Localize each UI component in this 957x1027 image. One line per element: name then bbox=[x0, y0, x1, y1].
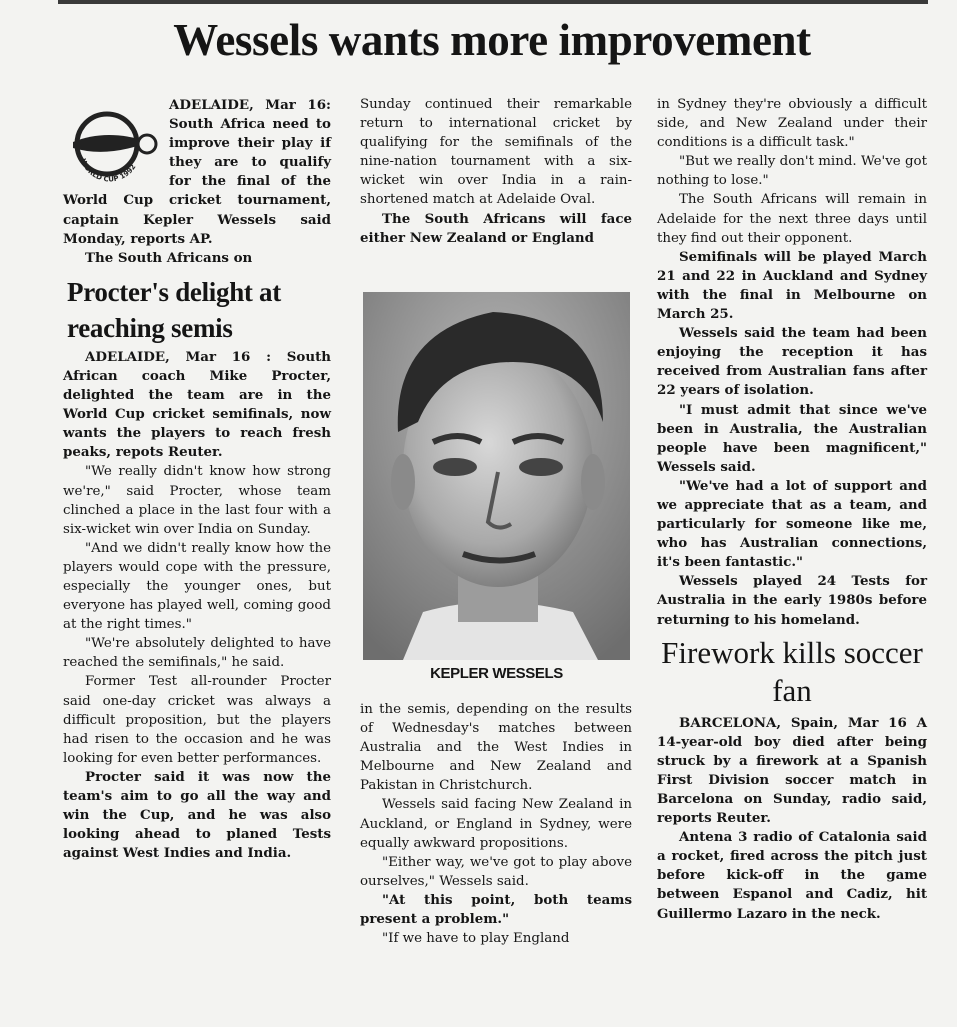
col3-p4: Semifinals will be played March 21 and 22 in Auckland and Sydney with the final in Melbourne on March 25. bbox=[657, 248, 927, 323]
portrait-image bbox=[363, 292, 630, 660]
col3-p6: "I must admit that since we've been in Australia, the Australian people have been magnificent," Wessels said. bbox=[657, 401, 927, 475]
col3-p2: "But we really don't mind. We've got nothing to lose." bbox=[657, 154, 927, 189]
firework-p2: Antena 3 radio of Catalonia said a rocket, fired across the pitch just before kick-off in the game between Espanol and Cadiz, hit Guillermo Lazaro in the neck. bbox=[657, 829, 927, 922]
world-cup-logo-icon bbox=[63, 98, 159, 190]
col2b-p3: "Either way, we've got to play above ourselves," Wessels said. bbox=[360, 854, 632, 889]
col2b-p2: Wessels said facing New Zealand in Auckland, or England in Sydney, were equally awkward propositions. bbox=[360, 797, 632, 851]
column-2-continued bbox=[360, 700, 632, 948]
col3-p5: Wessels said the team had been enjoying the reception it has received from Australian fans after 22 years of isolation. bbox=[657, 325, 927, 399]
column-2 bbox=[360, 95, 632, 248]
column-1 bbox=[63, 96, 331, 863]
col2b-p1: in the semis, depending on the results of Wednesday's matches between Australia and the West Indies in Melbourne and New Zealand and Pakistan in Christchurch. bbox=[360, 702, 632, 794]
col2-p2: The South Africans will face either New Zealand or England bbox=[360, 210, 632, 246]
col2b-p4: "At this point, both teams present a problem." bbox=[360, 891, 632, 928]
procter-p6: Procter said it was now the team's aim to go all the way and win the Cup, and he was also looking ahead to planed Tests against West Indies and India. bbox=[63, 768, 331, 862]
col1-p2: The South Africans on bbox=[85, 249, 253, 266]
procter-p4: "We're absolutely delighted to have reached the semifinals," he said. bbox=[63, 636, 331, 671]
top-rule bbox=[58, 0, 928, 4]
kepler-wessels-photo bbox=[363, 292, 630, 660]
col3-p7: "We've had a lot of support and we appreciate that as a team, and particularly for someone like me, who has Australian connections, it's been fantastic." bbox=[657, 477, 927, 571]
firework-p1: BARCELONA, Spain, Mar 16 A 14-year-old boy died after being struck by a firework at a Spanish First Division soccer match in Barcelona on Sunday, radio said, reports Reuter. bbox=[657, 714, 927, 827]
photo-caption: KEPLER WESSELS bbox=[430, 665, 563, 682]
procter-p2: "We really didn't know how strong we're," said Procter, whose team clinched a place in the last four with a six-wicket win over India on Sunday. bbox=[63, 464, 331, 537]
col3-p1: in Sydney they're obviously a difficult side, and New Zealand under their conditions is a difficult task." bbox=[657, 97, 927, 151]
col2b-p5: "If we have to play England bbox=[382, 931, 570, 947]
world-cup-logo bbox=[63, 98, 159, 190]
col3-p8: Wessels played 24 Tests for Australia in the early 1980s before returning to his homeland. bbox=[657, 573, 927, 628]
procter-headline: Procter's delight at reaching semis bbox=[67, 276, 281, 343]
procter-p1: ADELAIDE, Mar 16 : South African coach Mike Procter, delighted the team are in the World Cup cricket semifinals, now wants the players to reach fresh peaks, repots Reuter. bbox=[63, 348, 331, 461]
col2-p1: Sunday continued their remarkable return to international cricket by qualifying for the semifinals of the nine-nation tournament with a six-wicket win over India in a rain-shortened match at Adelaide Oval. bbox=[360, 97, 632, 208]
col1-lede: ADELAIDE, Mar 16: South Africa need to improve their play if they are to qualify for the final of the World Cup cricket tournament, captain Kepler Wessels said Monday, reports AP. bbox=[63, 97, 331, 247]
column-3 bbox=[657, 95, 927, 924]
page-headline: Wessels wants more improvement bbox=[173, 15, 811, 65]
col3-p3: The South Africans will remain in Adelaide for the next three days until they find out their opponent. bbox=[657, 192, 927, 246]
procter-p3: "And we didn't really know how the players would cope with the pressure, especially the younger ones, but everyone has played well, coming good at the right times." bbox=[63, 540, 331, 633]
procter-p5: Former Test all-rounder Procter said one-day cricket was always a difficult proposition, but the players had risen to the occasion and he was looking for even better performances. bbox=[63, 674, 331, 766]
firework-headline: Firework kills soccer fan bbox=[661, 634, 923, 708]
logo-text: WORLD CUP 1992 bbox=[78, 157, 138, 184]
